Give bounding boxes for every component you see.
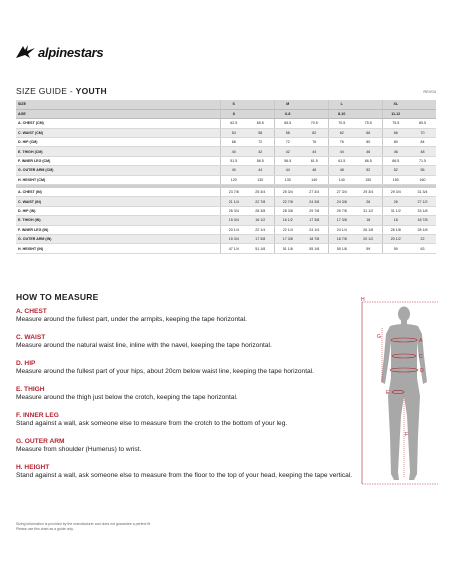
table-cell	[193, 128, 220, 137]
table-cell: 80	[382, 138, 409, 147]
table-cell: 66	[382, 128, 409, 137]
label-a: A	[419, 338, 423, 344]
table-cell	[193, 234, 220, 243]
table-cell: 20 1/4	[220, 225, 247, 234]
row-label: D. HIP (CM)	[16, 138, 166, 147]
measure-heading: C. WAIST	[16, 334, 46, 341]
table-cell	[301, 100, 328, 109]
table-cell	[193, 147, 220, 156]
row-label: A. CHEST (IN)	[16, 188, 166, 197]
table-cell	[166, 234, 193, 243]
table-cell	[166, 197, 193, 206]
table-cell: 40	[220, 166, 247, 175]
row-label: D. HIP (IN)	[16, 206, 166, 215]
table-cell: 63	[409, 244, 436, 253]
table-cell: 56	[409, 166, 436, 175]
table-cell	[193, 100, 220, 109]
table-cell: 72	[274, 138, 301, 147]
table-cell	[166, 100, 193, 109]
footnote-line-2: Please use this chart as a guide only.	[16, 527, 74, 531]
table-cell	[355, 100, 382, 109]
table-cell: 16 1/2	[274, 216, 301, 225]
table-cell	[166, 156, 193, 165]
table-cell: 42	[247, 147, 274, 156]
table-row	[16, 119, 436, 128]
table-cell	[166, 128, 193, 137]
table-cell	[193, 119, 220, 128]
table-cell: 71.5	[409, 156, 436, 165]
table-cell: 27 1/2	[409, 197, 436, 206]
alpinestars-star-icon	[14, 45, 36, 59]
table-cell	[166, 206, 193, 215]
table-cell: 55 1/8	[328, 244, 355, 253]
size-header-row	[16, 100, 436, 109]
table-cell: 70.5	[328, 119, 355, 128]
table-cell: 46	[355, 147, 382, 156]
table-cell	[409, 100, 436, 109]
table-cell: 62.5	[220, 119, 247, 128]
table-cell: 31 1/2	[355, 206, 382, 215]
table-cell: 18 7/8	[409, 216, 436, 225]
table-cell: 18 7/8	[328, 234, 355, 243]
row-label: F. INNER LEG (CM)	[16, 156, 166, 165]
table-cell: 24 1/4	[328, 225, 355, 234]
table-cell: 15 3/4	[220, 216, 247, 225]
measure-item	[16, 412, 346, 438]
table-cell: 17 3/8	[328, 216, 355, 225]
table-cell: 44	[301, 147, 328, 156]
table-cell: 62	[328, 128, 355, 137]
footnote	[16, 522, 316, 532]
table-cell: 22 7/8	[247, 197, 274, 206]
table-row	[16, 128, 436, 137]
table-cell: 55 1/8	[301, 244, 328, 253]
table-cell: 51 1/8	[247, 244, 274, 253]
table-cell: 40	[220, 147, 247, 156]
table-cell: 24 1/4	[301, 225, 328, 234]
body-measurement-figure	[360, 296, 440, 490]
table-cell	[166, 225, 193, 234]
table-cell: 29 7/8	[328, 206, 355, 215]
body-silhouette-diagram	[360, 296, 440, 490]
table-cell: 150	[355, 175, 382, 184]
table-cell: 48	[301, 166, 328, 175]
title-category: YOUTH	[75, 86, 107, 96]
table-cell: 42	[274, 147, 301, 156]
table-cell: 65.5	[247, 119, 274, 128]
table-cell: 29 3/4	[382, 188, 409, 197]
table-cell: 58	[274, 128, 301, 137]
table-cell	[193, 216, 220, 225]
table-row	[16, 216, 436, 225]
measure-description: Measure around the fullest part, under the armpits, keeping the tape horizontal.	[16, 316, 247, 323]
table-cell: 58	[247, 128, 274, 137]
table-cell: 17 3/8	[247, 234, 274, 243]
row-label: C. WAIST (CM)	[16, 128, 166, 137]
table-cell: 20 1/2	[382, 234, 409, 243]
table-cell	[193, 138, 220, 147]
table-cell: 140	[301, 175, 328, 184]
how-to-measure-title: HOW TO MEASURE	[16, 292, 99, 302]
table-cell: 48	[328, 166, 355, 175]
table-cell: 70	[409, 128, 436, 137]
table-cell: 31 3/4	[409, 188, 436, 197]
table-cell	[355, 109, 382, 118]
table-cell: 75.5	[382, 119, 409, 128]
table-cell: 52	[355, 166, 382, 175]
table-cell: 16 1/2	[247, 216, 274, 225]
row-label: A. CHEST (CM)	[16, 119, 166, 128]
table-cell	[193, 188, 220, 197]
table-cell: 62	[301, 128, 328, 137]
table-cell: 15 3/4	[220, 234, 247, 243]
table-cell: 28 3/8	[247, 206, 274, 215]
table-cell: 23 7/8	[220, 188, 247, 197]
table-cell: 84	[409, 138, 436, 147]
brand-logo	[14, 44, 103, 60]
table-cell: 61.5	[301, 156, 328, 165]
table-cell: 51 1/8	[274, 244, 301, 253]
table-cell: 46	[382, 147, 409, 156]
table-cell: 80.5	[409, 119, 436, 128]
table-cell: 11-12	[382, 109, 409, 118]
size-table	[16, 100, 436, 254]
table-cell: 18 7/8	[301, 234, 328, 243]
table-cell: 29 7/8	[301, 206, 328, 215]
table-cell: S	[220, 100, 247, 109]
measure-heading: A. CHEST	[16, 308, 47, 315]
table-row	[16, 234, 436, 243]
table-cell: 17 3/8	[301, 216, 328, 225]
table-row	[16, 156, 436, 165]
table-cell: 76	[301, 138, 328, 147]
table-cell: 26	[355, 197, 382, 206]
table-cell: 22 1/4	[247, 225, 274, 234]
table-cell: 160	[409, 175, 436, 184]
table-cell	[166, 166, 193, 175]
table-cell: 150	[382, 175, 409, 184]
table-cell: 26 1/8	[382, 225, 409, 234]
measure-item	[16, 308, 346, 334]
table-row	[16, 225, 436, 234]
table-cell	[193, 197, 220, 206]
table-row	[16, 206, 436, 215]
measure-description: Measure around the fullest part of your hips, about 20cm below waist line, keeping the tape horizontal.	[16, 368, 314, 375]
table-cell: 8-10	[328, 109, 355, 118]
table-cell	[166, 109, 193, 118]
measure-heading: F. INNER LEG	[16, 412, 59, 419]
table-cell	[166, 188, 193, 197]
table-cell: 18	[382, 216, 409, 225]
table-cell: 66.5	[355, 156, 382, 165]
table-cell	[193, 175, 220, 184]
measure-item	[16, 464, 353, 490]
row-label: AGE	[16, 109, 166, 118]
table-cell: 44	[247, 166, 274, 175]
table-cell: 27 3/4	[301, 188, 328, 197]
table-cell: 28 3/8	[274, 206, 301, 215]
row-label: C. WAIST (IN)	[16, 197, 166, 206]
measure-description: Measure around the thigh just below the crotch, keeping the tape horizontal.	[16, 394, 238, 401]
age-header-row	[16, 109, 436, 118]
label-d: D	[420, 368, 424, 374]
table-cell: 44	[274, 166, 301, 175]
table-cell: 17 3/8	[274, 234, 301, 243]
table-row	[16, 175, 436, 184]
table-cell: 6-8	[274, 109, 301, 118]
measure-item	[16, 360, 346, 386]
row-label: E. THIGH (CM)	[16, 147, 166, 156]
table-cell: 66	[355, 128, 382, 137]
title-prefix: SIZE GUIDE -	[16, 86, 76, 96]
table-cell: 18	[355, 216, 382, 225]
table-cell: 27 3/4	[328, 188, 355, 197]
table-cell	[166, 138, 193, 147]
row-label: G. OUTER ARM (IN)	[16, 234, 166, 243]
measure-item	[16, 438, 346, 464]
table-cell: 140	[328, 175, 355, 184]
table-cell	[193, 156, 220, 165]
table-cell: 44	[328, 147, 355, 156]
table-cell: 24 3/8	[301, 197, 328, 206]
table-cell: L	[328, 100, 355, 109]
page-title	[16, 86, 107, 96]
table-cell	[193, 244, 220, 253]
measure-item	[16, 334, 346, 360]
table-cell	[409, 109, 436, 118]
table-cell: 26	[382, 197, 409, 206]
table-cell	[301, 109, 328, 118]
table-cell: 25 3/4	[274, 188, 301, 197]
table-cell: 72	[247, 138, 274, 147]
table-cell: 56.5	[274, 156, 301, 165]
table-cell: 68	[220, 138, 247, 147]
table-cell: 48	[409, 147, 436, 156]
label-c: C	[419, 354, 423, 360]
table-cell	[166, 175, 193, 184]
table-cell: 26 3/4	[220, 206, 247, 215]
reference-code: REV04	[423, 89, 436, 94]
table-cell	[166, 244, 193, 253]
table-cell: 22 1/4	[274, 225, 301, 234]
row-label: SIZE	[16, 100, 166, 109]
table-cell: 75.5	[355, 119, 382, 128]
table-cell: 130	[247, 175, 274, 184]
table-cell: 24 3/8	[328, 197, 355, 206]
table-cell	[247, 100, 274, 109]
table-row	[16, 244, 436, 253]
table-cell: 130	[274, 175, 301, 184]
table-row	[16, 147, 436, 156]
measure-description: Measure around the natural waist line, inline with the navel, keeping the tape horizontal.	[16, 342, 272, 349]
table-cell: 31 1/2	[382, 206, 409, 215]
measure-heading: H. HEIGHT	[16, 464, 50, 471]
measure-heading: E. THIGH	[16, 386, 45, 393]
measure-instructions	[16, 308, 353, 490]
table-cell: 28 1/8	[409, 225, 436, 234]
table-cell	[193, 109, 220, 118]
table-row	[16, 188, 436, 197]
table-cell: 33 1/8	[409, 206, 436, 215]
measure-heading: D. HIP	[16, 360, 36, 367]
table-cell: 20 1/2	[355, 234, 382, 243]
table-cell	[193, 166, 220, 175]
table-cell: 80	[355, 138, 382, 147]
label-h: H	[361, 297, 365, 303]
table-cell: 8	[220, 109, 247, 118]
table-row	[16, 138, 436, 147]
table-cell: 47 1/4	[220, 244, 247, 253]
table-row	[16, 197, 436, 206]
measure-item	[16, 386, 346, 412]
table-cell	[193, 206, 220, 215]
row-label: G. OUTER ARM (CM)	[16, 166, 166, 175]
table-cell: 22 7/8	[274, 197, 301, 206]
table-cell	[166, 119, 193, 128]
measure-description: Stand against a wall, ask someone else to measure from the crotch to the bottom of your leg.	[16, 420, 288, 427]
table-cell: 120	[220, 175, 247, 184]
table-cell: 54	[220, 128, 247, 137]
label-e: E	[386, 390, 390, 396]
footnote-line-1: Sizing information is provided by the manufacturer and does not guarantee a perfect fit.	[16, 522, 152, 526]
table-cell: 22	[409, 234, 436, 243]
brand-name: alpinestars	[38, 44, 104, 60]
table-cell	[193, 225, 220, 234]
table-cell: 56.5	[247, 156, 274, 165]
table-cell: 65.5	[274, 119, 301, 128]
table-cell	[166, 216, 193, 225]
row-label: H. HEIGHT (IN)	[16, 244, 166, 253]
table-cell: XL	[382, 100, 409, 109]
table-cell: 70.5	[301, 119, 328, 128]
table-cell: 52	[382, 166, 409, 175]
row-label: E. THIGH (IN)	[16, 216, 166, 225]
table-cell: 29 3/4	[355, 188, 382, 197]
table-cell: 25 3/4	[247, 188, 274, 197]
table-cell	[247, 109, 274, 118]
measure-description: Measure from shoulder (Humerus) to wrist.	[16, 446, 142, 453]
table-cell: 51.5	[220, 156, 247, 165]
table-cell: 59	[355, 244, 382, 253]
row-label: H. HEIGHT (CM)	[16, 175, 166, 184]
row-label: F. INNER LEG (IN)	[16, 225, 166, 234]
table-cell: M	[274, 100, 301, 109]
table-row	[16, 166, 436, 175]
table-cell	[166, 147, 193, 156]
label-f: F	[405, 432, 409, 438]
table-cell: 61.5	[328, 156, 355, 165]
table-cell: 21 1/4	[220, 197, 247, 206]
table-cell: 26 1/8	[355, 225, 382, 234]
label-g: G	[377, 334, 381, 340]
table-cell: 76	[328, 138, 355, 147]
measure-heading: G. OUTER ARM	[16, 438, 65, 445]
table-cell: 59	[382, 244, 409, 253]
table-cell: 66.5	[382, 156, 409, 165]
measure-description: Stand against a wall, ask someone else to measure from the floor to the top of your head, keeping the tape vertical.	[16, 472, 353, 479]
